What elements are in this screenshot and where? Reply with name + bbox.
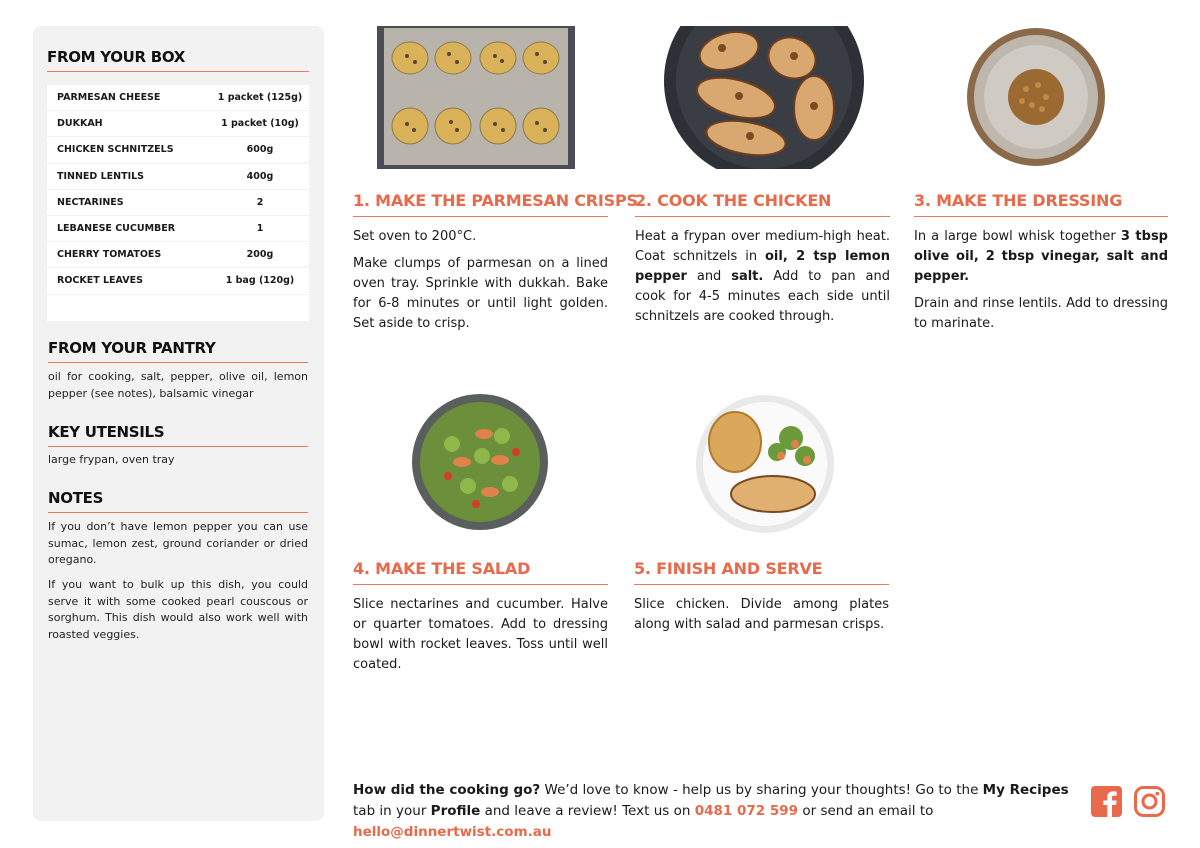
box-ingredients-table [47, 85, 309, 321]
step-1-title: 1. MAKE THE PARMESAN CRISPS [353, 191, 638, 210]
ingredient-qty: 200g [246, 249, 274, 261]
facebook-icon[interactable] [1091, 786, 1122, 817]
utensils-text: large frypan, oven tray [48, 453, 175, 466]
table-row [47, 111, 309, 137]
divider [48, 362, 308, 363]
feedback-footer: How did the cooking go? We’d love to know - help us by sharing your thoughts! Go to the My Recipes tab in your Profile and leave a review! Text us on 0481 072 599 or send an email to hello@dinnertwist.com.au [353, 782, 1069, 840]
served-plate-photo [695, 394, 835, 534]
table-row [47, 85, 309, 111]
divider [47, 71, 309, 72]
note-2: If you want to bulk up this dish, you could serve it with some cooked pearl couscous or sorghum. This dish would also work well with roasted veggies. [48, 578, 308, 641]
ingredient-qty: 1 packet (125g) [217, 92, 303, 104]
ingredient-qty: 400g [246, 170, 274, 182]
table-row [47, 137, 309, 163]
ingredient-name: DUKKAH [57, 118, 103, 130]
step-1-text [353, 227, 608, 341]
step-4-paragraph: Slice nectarines and cucumber. Halve or quarter tomatoes. Add to dressing bowl with rocket leaves. Toss until well coated. [353, 597, 608, 672]
divider [353, 584, 608, 585]
table-row [47, 190, 309, 216]
key-utensils-title: KEY UTENSILS [48, 423, 165, 441]
ingredient-qty: 1 packet (10g) [221, 118, 299, 130]
table-row [47, 268, 309, 294]
step-4-title: 4. MAKE THE SALAD [353, 559, 531, 578]
ingredient-qty: 2 [256, 196, 264, 208]
phone-link[interactable]: 0481 072 599 [694, 803, 799, 819]
step-1-paragraph: Set oven to 200°C. [353, 229, 477, 244]
divider [353, 216, 608, 217]
note-1: If you don’t have lemon pepper you can use sumac, lemon zest, ground coriander or dried oregano. [48, 520, 308, 566]
table-row [47, 164, 309, 190]
ingredient-name: CHICKEN SCHNITZELS [57, 144, 174, 156]
parmesan-crisps-photo [377, 26, 575, 169]
step-3-text: In a large bowl whisk together 3 tbsp olive oil, 2 tbsp vinegar, salt and pepper. Drain and rinse lentils. Add to dressing to marinate. [914, 229, 1168, 331]
step-2-text: Heat a frypan over medium-high heat. Coat schnitzels in oil, 2 tsp lemon pepper and salt. Add to pan and cook for 4-5 minutes each side until schnitzels are cooked through. [635, 229, 890, 324]
ingredient-name: LEBANESE CUCUMBER [57, 223, 176, 235]
from-your-box-title: FROM YOUR BOX [47, 48, 186, 66]
step-5-paragraph: Slice chicken. Divide among plates along with salad and parmesan crisps. [634, 597, 889, 632]
table-row [47, 216, 309, 242]
pantry-text: oil for cooking, salt, pepper, olive oil, lemon pepper (see notes), balsamic vinegar [48, 370, 308, 400]
ingredient-name: TINNED LENTILS [57, 170, 145, 182]
step-4-text [353, 595, 608, 682]
ingredient-name: ROCKET LEAVES [57, 275, 143, 287]
step-2-title: 2. COOK THE CHICKEN [635, 191, 832, 210]
divider [634, 584, 889, 585]
instagram-icon[interactable] [1134, 786, 1165, 817]
notes-title: NOTES [48, 489, 104, 507]
ingredient-qty: 600g [246, 144, 274, 156]
ingredient-qty: 1 [256, 223, 264, 235]
ingredient-name: PARMESAN CHEESE [57, 92, 161, 104]
ingredient-name: CHERRY TOMATOES [57, 249, 162, 261]
divider [48, 446, 308, 447]
divider [48, 512, 308, 513]
email-link[interactable]: hello@dinnertwist.com.au [353, 824, 552, 840]
ingredient-qty: 1 bag (120g) [225, 275, 295, 287]
ingredient-name: NECTARINES [57, 196, 124, 208]
dressing-bowl-photo [966, 27, 1106, 167]
step-5-title: 5. FINISH AND SERVE [634, 559, 823, 578]
step-5-text [634, 595, 889, 642]
step-1-paragraph: Make clumps of parmesan on a lined oven tray. Sprinkle with dukkah. Bake for 6-8 minutes or until light golden. Set aside to crisp. [353, 256, 608, 331]
salad-bowl-photo [412, 394, 548, 530]
table-row [47, 242, 309, 268]
divider [635, 216, 890, 217]
step-3-title: 3. MAKE THE DRESSING [914, 191, 1123, 210]
from-your-pantry-title: FROM YOUR PANTRY [48, 339, 216, 357]
chicken-frypan-photo [664, 26, 882, 169]
divider [914, 216, 1168, 217]
